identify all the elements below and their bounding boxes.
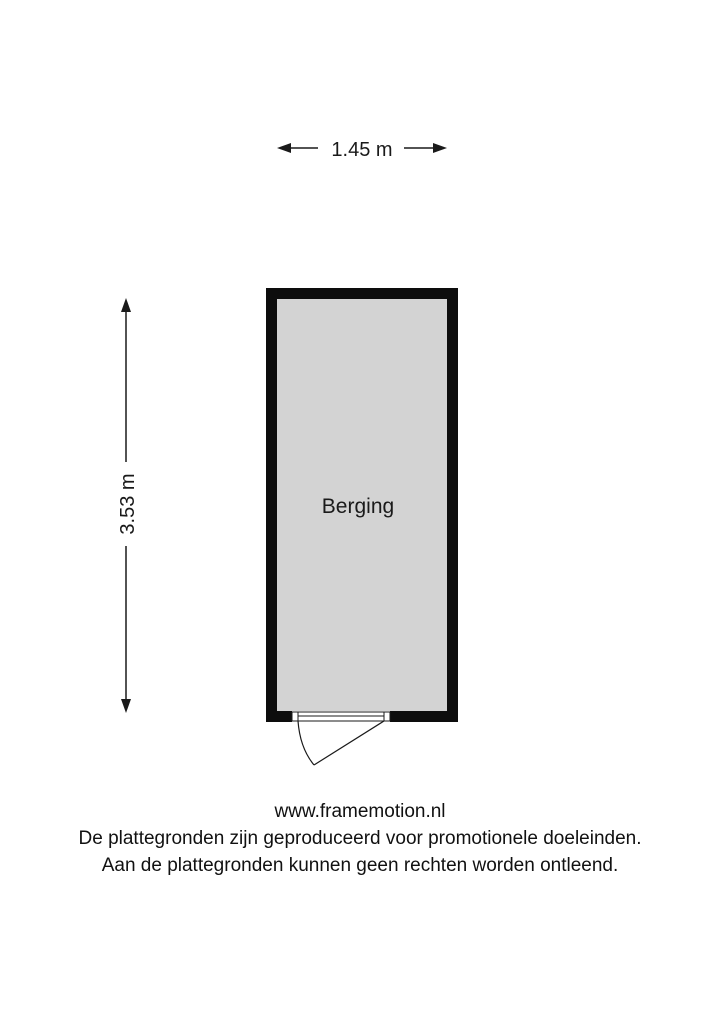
footer-line-2: Aan de plattegronden kunnen geen rechten worden ontleend. <box>101 855 619 876</box>
footer-line-1: De plattegronden zijn geproduceerd voor promotionele doeleinden. <box>78 828 642 849</box>
footer-url: www.framemotion.nl <box>274 801 446 822</box>
width-arrow-right <box>433 143 447 153</box>
width-arrow-left <box>277 143 291 153</box>
door-jamb-right <box>384 712 390 721</box>
door-leaf <box>314 721 384 765</box>
height-dimension-label: 3.53 m <box>117 473 139 535</box>
room-berging <box>266 288 458 765</box>
door-swing-arc <box>298 721 314 765</box>
width-dimension <box>277 139 447 161</box>
footer-disclaimer <box>0 798 720 879</box>
width-dimension-label: 1.45 m <box>331 139 393 161</box>
door-jamb-left <box>292 712 298 721</box>
height-arrow-top <box>121 298 131 312</box>
height-dimension <box>117 298 139 713</box>
room-label-berging: Berging <box>321 495 395 518</box>
height-arrow-bottom <box>121 699 131 713</box>
